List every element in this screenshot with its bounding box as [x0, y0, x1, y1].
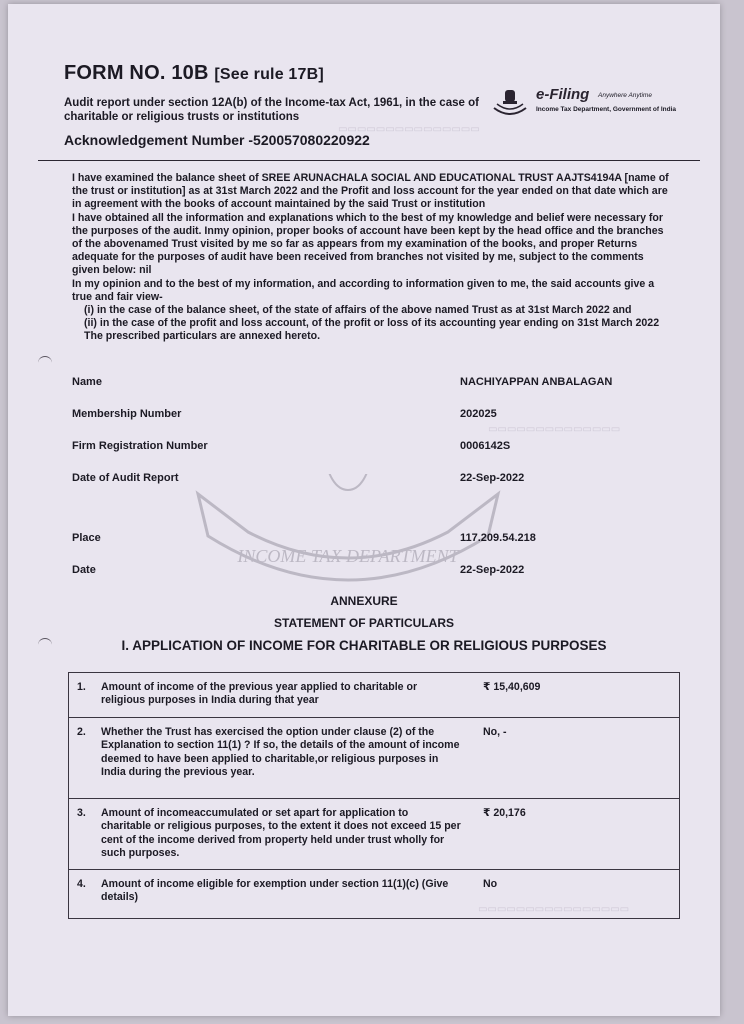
paragraph-profit-loss: (ii) in the case of the profit and loss account, of the profit or loss of its accounting year ending on 31st March 2022 — [84, 317, 660, 330]
label-firm-registration: Firm Registration Number — [72, 440, 208, 452]
efiling-department: Income Tax Department, Government of India — [536, 106, 677, 113]
show-through-mark: ▭▭▭▭▭▭▭▭▭▭▭▭▭▭▭ — [338, 124, 480, 135]
show-through-mark: ▭▭▭▭▭▭▭▭▭▭▭▭▭▭ — [488, 424, 621, 435]
audit-report-body — [72, 172, 672, 344]
form-rule: [See rule 17B] — [214, 66, 324, 83]
annexure-title: ANNEXURE — [330, 594, 398, 608]
row-value: ₹ 15,40,609 — [477, 673, 680, 718]
value-membership: 202025 — [460, 408, 497, 420]
paragraph-annexed: The prescribed particulars are annexed hereto. — [84, 330, 321, 343]
row-number: 2. — [69, 718, 102, 799]
efiling-logo — [486, 84, 686, 120]
row-number: 3. — [69, 799, 102, 870]
label-audit-date: Date of Audit Report — [72, 472, 179, 484]
value-audit-date: 22-Sep-2022 — [460, 472, 525, 484]
row-description: Amount of income of the previous year applied to charitable or religious purposes in India during that year — [101, 673, 477, 718]
row-value: No — [477, 870, 680, 919]
punch-hole-mark — [38, 638, 52, 645]
label-date: Date — [72, 564, 96, 576]
row-number: 4. — [69, 870, 102, 919]
acknowledgement-number: Acknowledgement Number -520057080220922 — [64, 132, 370, 148]
statement-title: STATEMENT OF PARTICULARS — [274, 616, 454, 630]
row-value: No, - — [477, 718, 680, 799]
header-divider — [38, 160, 700, 161]
emblem-icon — [490, 86, 530, 118]
row-description: Amount of income eligible for exemption under section 11(1)(c) (Give details) — [101, 870, 477, 919]
paragraph-balance-sheet: (i) in the case of the balance sheet, of the state of affairs of the above named Trust as at 31st March 2022 and — [84, 304, 632, 317]
efiling-brand: e-Filing — [536, 86, 590, 103]
value-place: 117.209.54.218 — [460, 532, 536, 544]
table-row — [69, 870, 680, 919]
section-title: I. APPLICATION OF INCOME FOR CHARITABLE OR RELIGIOUS PURPOSES — [121, 638, 607, 653]
table-row — [69, 673, 680, 718]
label-name: Name — [72, 376, 102, 388]
form-subtitle: Audit report under section 12A(b) of the Income-tax Act, 1961, in the case of charitable or religious trusts or institutions — [64, 97, 479, 123]
row-description: Amount of incomeaccumulated or set apart for application to charitable or religious purposes, to the extent it does not exceed 15 per cent of the income derived from property held under trust wholly for such purposes. — [101, 799, 477, 870]
form-number: FORM NO. 10B — [64, 62, 209, 84]
stamp-text: INCOME TAX DEPARTMENT — [237, 546, 459, 566]
paragraph-examination: I have examined the balance sheet of SREE ARUNACHALA SOCIAL AND EDUCATIONAL TRUST AAJTS4194A [name of the trust or institution] as at 31st March 2022 and the Profit and loss account for the year ended on that date which are in agreement with the books of account maintained by the said Trust or institution — [72, 172, 669, 211]
table-row — [69, 718, 680, 799]
value-date: 22-Sep-2022 — [460, 564, 525, 576]
row-value: ₹ 20,176 — [477, 799, 680, 870]
table-row — [69, 799, 680, 870]
punch-hole-mark — [38, 356, 52, 363]
particulars-table — [68, 672, 680, 919]
paragraph-information: I have obtained all the information and explanations which to the best of my knowledge and belief were necessary for the purposes of the audit. Inmy opinion, proper books of account have been kept by the head office and the branches of the abovenamed Trust visited by me so far as appears from my examination of the books, and proper Returns adequate for the purposes of audit have been received from branches not visited by me, subject to the comments given below: nil — [72, 211, 664, 277]
value-name: NACHIYAPPAN ANBALAGAN — [460, 376, 613, 388]
row-description: Whether the Trust has exercised the option under clause (2) of the Explanation to section 11(1) ? If so, the details of the amount of income deemed to have been applied to charitable,or religious purposes in India during the previous year. — [101, 718, 477, 799]
value-firm-registration: 0006142S — [460, 440, 511, 452]
paragraph-opinion: In my opinion and to the best of my information, and according to information given to me, the said accounts give a true and fair view- — [72, 277, 655, 303]
efiling-tagline: Anywhere Anytime — [598, 92, 652, 99]
document-page — [8, 4, 720, 1016]
label-place: Place — [72, 532, 101, 544]
row-number: 1. — [69, 673, 102, 718]
form-title — [64, 62, 324, 85]
show-through-mark: ▭▭▭▭▭▭▭▭▭▭▭▭▭▭▭▭ — [478, 904, 630, 915]
label-membership: Membership Number — [72, 408, 182, 420]
